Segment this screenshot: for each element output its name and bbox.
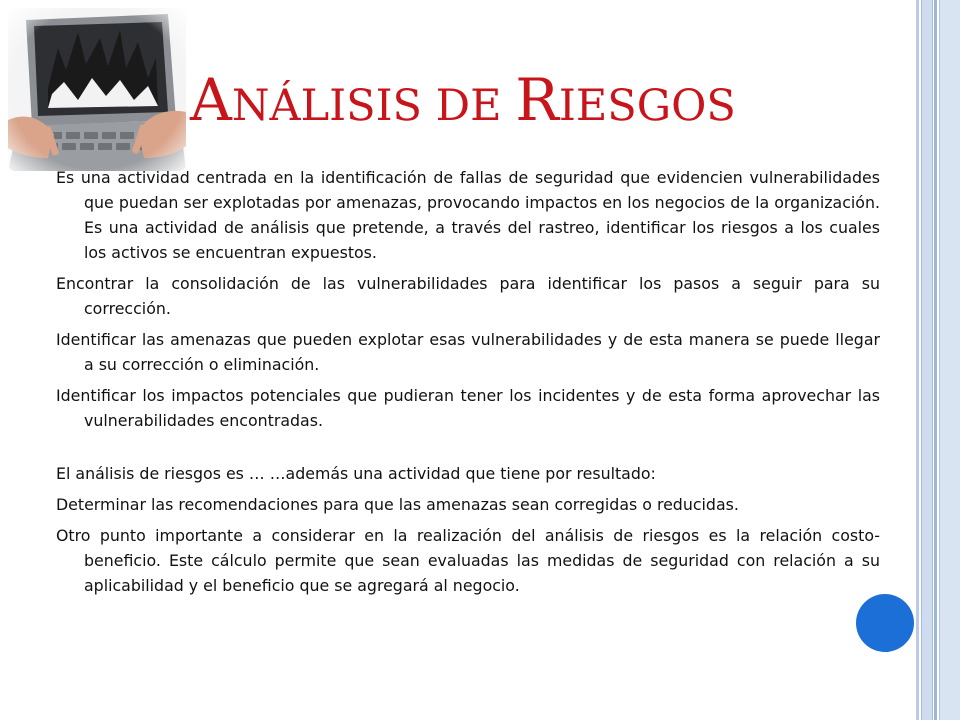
laptop-hands-photo — [8, 8, 186, 171]
slide-body — [56, 165, 880, 604]
body-paragraph: Determinar las recomendaciones para que las amenazas sean corregidas o reducidas. — [56, 495, 739, 514]
body-paragraph: Identificar los impactos potenciales que pudieran tener los incidentes y de esta forma aprovechar las vulnerabilidades encontradas. — [56, 386, 880, 430]
decor-circle — [856, 594, 914, 652]
body-paragraph: Otro punto importante a considerar en la realización del análisis de riesgos es la relación costo-beneficio. Este cálculo permite que sean evaluadas las medidas de seguridad con relación a su aplicabilidad y el beneficio que se agregará al negocio. — [56, 526, 880, 595]
slide-title: ANÁLISIS DE RIESGOS — [190, 66, 736, 134]
decor-stripe — [921, 0, 933, 720]
body-paragraph: Identificar las amenazas que pueden explotar esas vulnerabilidades y de esta manera se puede llegar a su corrección o eliminación. — [56, 330, 880, 374]
decor-stripe — [934, 0, 937, 720]
decor-stripe — [916, 0, 919, 720]
body-paragraph: Es una actividad centrada en la identificación de fallas de seguridad que evidencien vulnerabilidades que puedan ser explotadas por amenazas, provocando impactos en los negocios de la organización. Es una actividad de análisis que pretende, a través del rastreo, identificar los riesgos a los cuales los activos se encuentran expuestos. — [56, 168, 880, 262]
body-paragraph: El análisis de riesgos es … …además una actividad que tiene por resultado: — [56, 464, 656, 483]
body-paragraph: Encontrar la consolidación de las vulnerabilidades para identificar los pasos a seguir para su corrección. — [56, 274, 880, 318]
decor-stripe — [939, 0, 960, 720]
